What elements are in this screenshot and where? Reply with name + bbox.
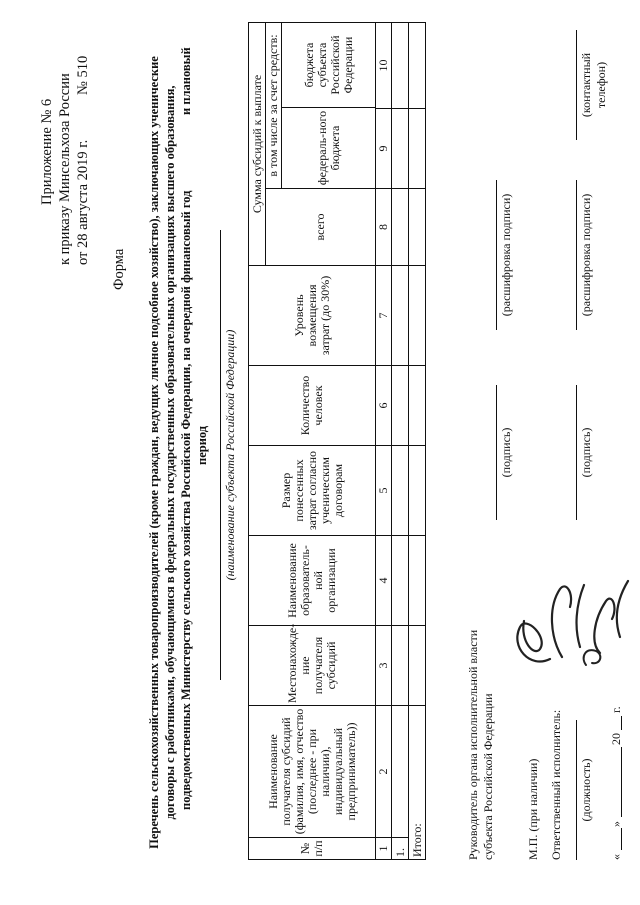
table-cell	[409, 366, 426, 446]
responsible-decoding-line	[576, 180, 577, 330]
table-cell	[392, 189, 409, 266]
position-caption: (должность)	[579, 758, 593, 822]
total-label: Итого:	[409, 706, 426, 860]
total-row	[409, 22, 426, 859]
table-cell	[392, 536, 409, 626]
col-number: 8	[376, 189, 392, 266]
table-cell	[392, 706, 409, 838]
head-signature-line	[496, 385, 497, 520]
col-number: 4	[376, 536, 392, 626]
col-number: 6	[376, 366, 392, 446]
table-cell	[392, 266, 409, 366]
title-line4: период	[195, 425, 209, 465]
header-recipient: Наименование получателя субсидий (фамилия, имя, отчество (последнее - при наличии), индивидуальный предприниматель))	[249, 706, 376, 838]
head-title-line2: субъекта Российской Федерации	[481, 693, 495, 860]
table-cell	[409, 189, 426, 266]
header-federal: федераль-ного бюджета	[282, 107, 375, 188]
table-cell	[392, 626, 409, 706]
table-cell	[409, 626, 426, 706]
responsible-signature-caption: (подпись)	[579, 427, 593, 478]
table-cell	[409, 446, 426, 536]
table-cell	[392, 446, 409, 536]
date-open-quote: «	[609, 854, 623, 860]
table-cell	[392, 22, 409, 108]
date-year-line	[621, 716, 622, 730]
header-regional: бюджета субъекта Российской Федерации	[301, 35, 355, 95]
col-number: 9	[376, 109, 392, 189]
title-line2: договоры с работниками, обучающимися в федеральных государственных образовательных организациях высшего образования,	[163, 85, 177, 820]
appendix-number: № 510	[75, 55, 91, 95]
header-count: Количество человек	[249, 366, 376, 446]
header-organization: Наименование образователь-ной организации	[249, 536, 376, 626]
table-cell	[409, 22, 426, 108]
table-row	[392, 22, 409, 859]
header-incl-cell	[266, 22, 376, 188]
phone-caption-line2: телефон)	[594, 61, 608, 109]
appendix-line2: к приказу Минсельхоза России	[57, 73, 73, 265]
head-decoding-line	[496, 180, 497, 330]
table-cell	[409, 266, 426, 366]
subject-underline	[220, 230, 221, 680]
col-number: 5	[376, 446, 392, 536]
position-line	[576, 720, 577, 860]
header-location: Местонахожде-ние получателя субсидий	[249, 626, 376, 706]
col-number: 1	[376, 838, 392, 860]
head-decoding-caption: (расшифровка подписи)	[499, 193, 513, 317]
date-day-line	[621, 828, 622, 850]
responsible-decoding-caption: (расшифровка подписи)	[579, 193, 593, 317]
title-line3-end: и плановый	[179, 47, 193, 115]
date-year-suffix: г.	[609, 706, 623, 713]
table-cell	[409, 536, 426, 626]
subject-caption: (наименование субъекта Российской Федерации)	[223, 329, 237, 581]
col-number: 10	[376, 22, 392, 108]
col-number: 2	[376, 706, 392, 838]
responsible-label: Ответственный исполнитель:	[549, 709, 563, 860]
phone-line	[576, 30, 577, 140]
column-numbers-row	[376, 22, 392, 859]
head-signature-caption: (подпись)	[499, 427, 513, 478]
header-sum-group: Сумма субсидий к выплате	[249, 22, 266, 265]
subsidy-table	[248, 22, 426, 860]
appendix-date: от 28 августа 2019 г.	[75, 139, 91, 265]
appendix-line1: Приложение № 6	[39, 98, 55, 205]
header-num: № п/п	[249, 838, 376, 860]
col-number: 7	[376, 266, 392, 366]
form-label: Форма	[111, 248, 127, 290]
header-costs: Размер понесенных затрат согласно ученическим договорам	[249, 446, 376, 536]
header-incl: в том числе за счет средств:	[266, 23, 282, 188]
header-level: Уровень возмещения затрат (до 30%)	[249, 266, 376, 366]
title-line3: подведомственных Министерству сельского хозяйства Российской Федерации, на очередной финансовый год	[179, 190, 193, 810]
col-number: 3	[376, 626, 392, 706]
date-year: 20	[609, 733, 623, 745]
header-total: всего	[266, 189, 376, 266]
table-cell	[392, 366, 409, 446]
date-month-line	[621, 747, 622, 817]
handwritten-signature	[490, 557, 635, 677]
phone-caption-line1: (контактный	[579, 52, 593, 118]
date-close-quote: »	[609, 821, 623, 827]
title-line1: Перечень сельскохозяйственных товаропроизводителей (кроме граждан, ведущих личное подсобное хозяйство), заключающих ученические	[147, 56, 161, 849]
stamp-note: М.П. (при наличии)	[526, 758, 540, 860]
responsible-signature-line	[576, 385, 577, 520]
head-title-line1: Руководитель органа исполнительной власти	[466, 629, 480, 860]
table-cell	[409, 109, 426, 189]
row-number: 1.	[392, 838, 409, 860]
table-cell	[392, 109, 409, 189]
